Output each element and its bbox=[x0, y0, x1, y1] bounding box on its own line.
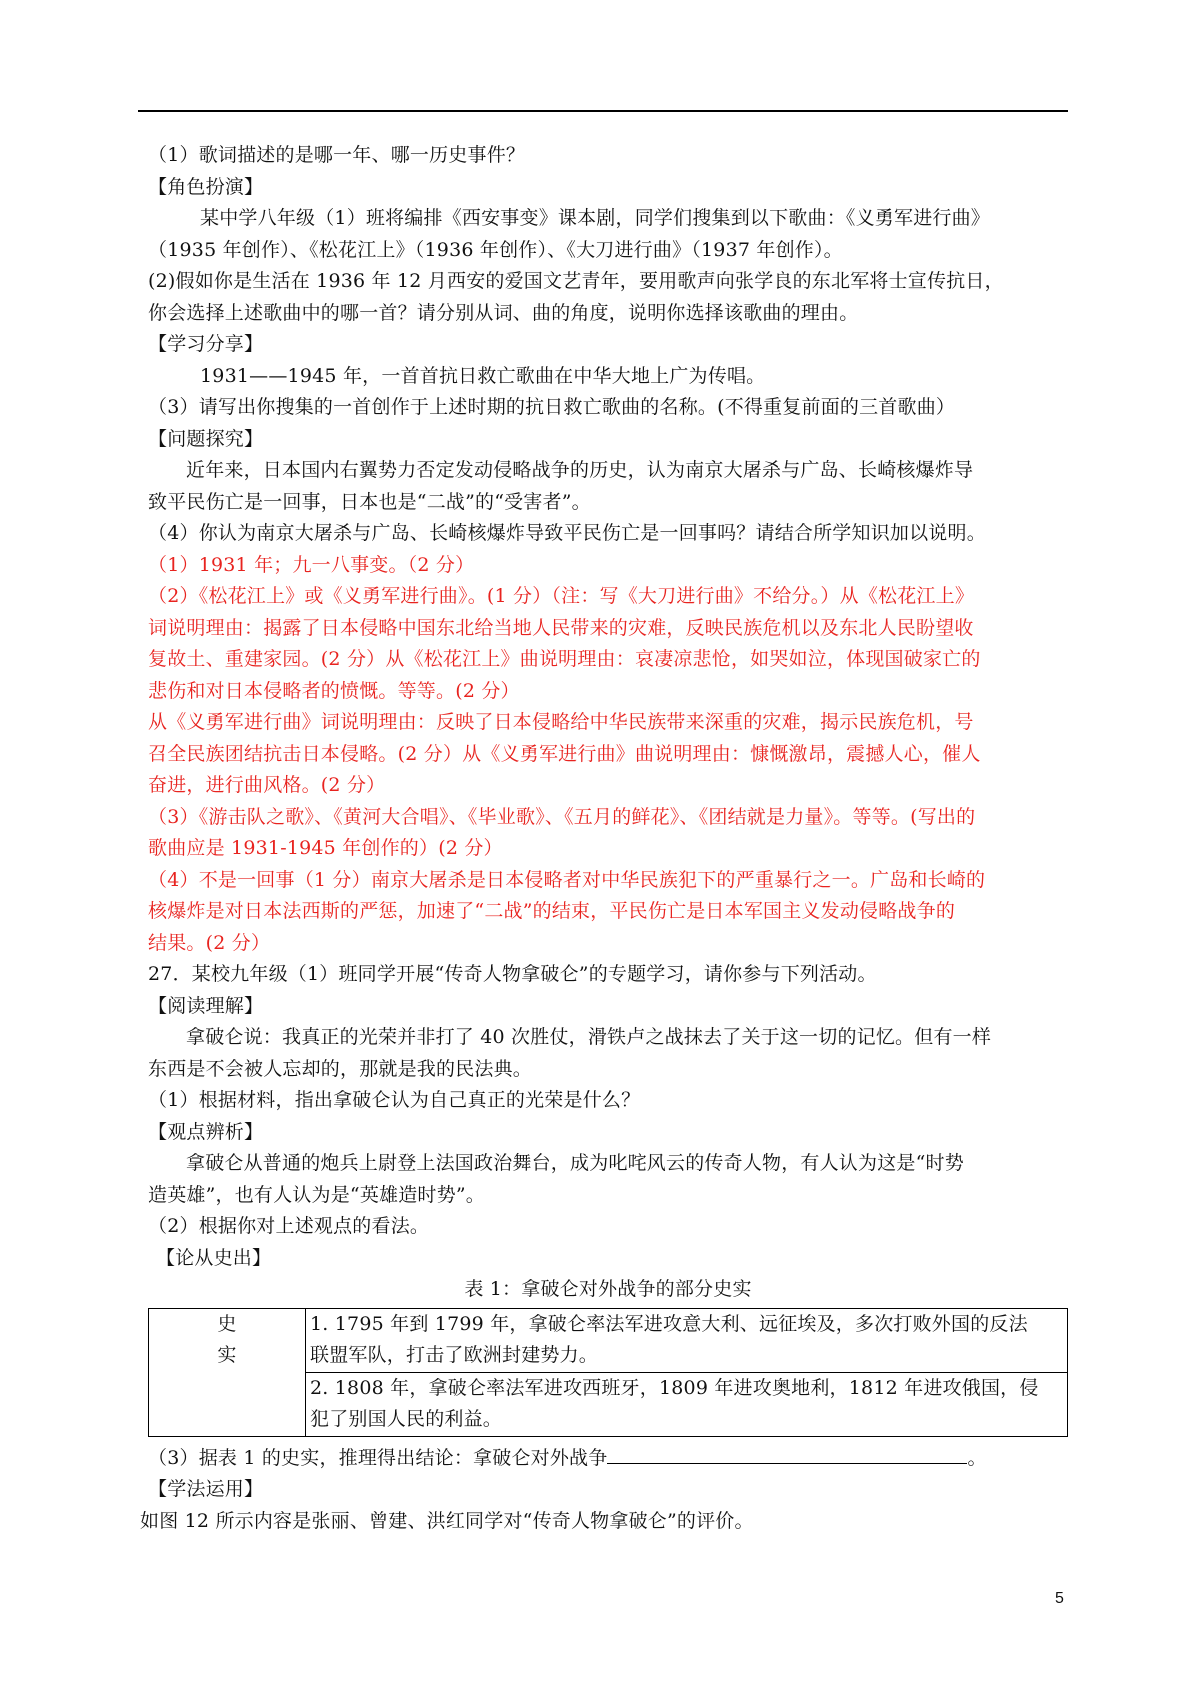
answer-line: 复故土、重建家园。(2 分）从《松花江上》曲说明理由：哀凄凉悲怆，如哭如泣，体现国破家亡的 bbox=[148, 648, 981, 670]
question-2-line: 你会选择上述歌曲中的哪一首？请分别从词、曲的角度，说明你选择该歌曲的理由。 bbox=[148, 301, 859, 324]
page-body bbox=[140, 140, 1068, 1537]
fact-line: 2. 1808 年，拿破仑率法军进攻西班牙，1809 年进攻奥地利，1812 年进攻俄国，侵 bbox=[310, 1376, 1039, 1399]
paragraph-line: 近年来，日本国内右翼势力否定发动侵略战争的历史，认为南京大屠杀与广岛、长崎核爆炸导 bbox=[186, 459, 974, 481]
paragraph-line: 拿破仑说：我真正的光荣并非打了 40 次胜仗，滑铁卢之战抹去了关于这一切的记忆。但有一样 bbox=[186, 1026, 992, 1048]
paragraph-line: 1931——1945 年，一首首抗日救亡歌曲在中华大地上广为传唱。 bbox=[200, 364, 766, 387]
question-27-2: （2）根据你对上述观点的看法。 bbox=[148, 1215, 430, 1237]
answer-line: 召全民族团结抗击日本侵略。(2 分）从《义勇军进行曲》曲说明理由：慷慨激昂，震撼人心，催人 bbox=[148, 742, 981, 765]
answer-line: （4）不是一回事（1 分）南京大屠杀是日本侵略者对中华民族犯下的严重暴行之一。广岛和长崎的 bbox=[148, 868, 986, 891]
section-heading-history: 【论从史出】 bbox=[156, 1246, 272, 1269]
paragraph-line: 造英雄”，也有人认为是“英雄造时势”。 bbox=[148, 1183, 485, 1206]
paragraph-line: 东西是不会被人忘却的，那就是我的民法典。 bbox=[148, 1057, 533, 1080]
fact-line: 犯了别国人民的利益。 bbox=[310, 1408, 503, 1430]
paragraph-line: 拿破仑从普通的炮兵上尉登上法国政治舞台，成为叱咤风云的传奇人物，有人认为这是“时势 bbox=[186, 1152, 964, 1174]
table-label: 实 bbox=[217, 1344, 237, 1366]
answer-line: 歌曲应是 1931-1945 年创作的）(2 分） bbox=[148, 837, 503, 859]
table-cell bbox=[306, 1308, 1068, 1372]
question-27-3 bbox=[148, 1441, 1068, 1475]
answer-line: （1）1931 年；九一八事变。（2 分） bbox=[148, 553, 475, 576]
answer-line: 悲伤和对日本侵略者的愤慨。等等。(2 分） bbox=[148, 679, 520, 702]
table-label: 史 bbox=[217, 1312, 237, 1335]
section-heading-inquiry: 【问题探究】 bbox=[148, 427, 264, 450]
section-heading-learning-share: 【学习分享】 bbox=[148, 333, 264, 355]
page-number: 5 bbox=[1055, 1590, 1064, 1607]
answer-line: （2）《松花江上》或《义勇军进行曲》。(1 分）（注：写《大刀进行曲》不给分。）从《松花江上》 bbox=[148, 585, 975, 607]
section-heading-method: 【学法运用】 bbox=[148, 1478, 264, 1500]
table-caption: 表 1：拿破仑对外战争的部分史实 bbox=[464, 1278, 752, 1300]
section-heading-viewpoint: 【观点辨析】 bbox=[148, 1120, 264, 1143]
question-3: （3）请写出你搜集的一首创作于上述时期的抗日救亡歌曲的名称。(不得重复前面的三首歌曲） bbox=[148, 396, 956, 418]
question-27-3-end: 。 bbox=[967, 1446, 987, 1469]
answer-line: 词说明理由：揭露了日本侵略中国东北给当地人民带来的灾难，反映民族危机以及东北人民盼望收 bbox=[148, 616, 974, 639]
answer-line: 从《义勇军进行曲》词说明理由：反映了日本侵略给中华民族带来深重的灾难，揭示民族危机，号 bbox=[148, 711, 974, 733]
question-27-3-text: （3）据表 1 的史实，推理得出结论：拿破仑对外战争 bbox=[148, 1446, 608, 1469]
answer-blank[interactable] bbox=[607, 1441, 967, 1464]
section-heading-reading: 【阅读理解】 bbox=[148, 994, 264, 1017]
answer-line: 核爆炸是对日本法西斯的严惩，加速了“二战”的结束，平民伤亡是日本军国主义发动侵略战争的 bbox=[148, 900, 956, 922]
answer-line: （3）《游击队之歌》、《黄河大合唱》、《毕业歌》、《五月的鲜花》、《团结就是力量》。等等。(写出的 bbox=[148, 805, 976, 828]
answer-line: 奋进，进行曲风格。(2 分） bbox=[148, 774, 386, 796]
answer-line: 结果。(2 分） bbox=[148, 931, 271, 954]
paragraph-line: 如图 12 所示内容是张丽、曾建、洪红同学对“传奇人物拿破仑”的评价。 bbox=[140, 1509, 754, 1532]
header-rule bbox=[138, 110, 1068, 112]
facts-table bbox=[148, 1308, 1068, 1437]
fact-line: 联盟军队，打击了欧洲封建势力。 bbox=[310, 1344, 599, 1366]
question-1: （1）歌词描述的是哪一年、哪一历史事件？ bbox=[148, 144, 526, 166]
question-4: （4）你认为南京大屠杀与广岛、长崎核爆炸导致平民伤亡是一回事吗？请结合所学知识加以说明。 bbox=[148, 522, 986, 544]
table-cell bbox=[306, 1372, 1068, 1436]
paragraph-line: （1935 年创作）、《松花江上》（1936 年创作）、《大刀进行曲》（1937 年创作）。 bbox=[148, 238, 843, 261]
fact-line: 1. 1795 年到 1799 年，拿破仑率法军进攻意大利、远征埃及，多次打败外国的反法 bbox=[310, 1312, 1028, 1335]
section-heading-role-play: 【角色扮演】 bbox=[148, 175, 264, 198]
table-row bbox=[149, 1308, 1068, 1372]
table-label-cell bbox=[149, 1308, 306, 1436]
question-2-line: (2)假如你是生活在 1936 年 12 月西安的爱国文艺青年，要用歌声向张学良的东北军将士宣传抗日， bbox=[148, 270, 1004, 292]
question-27-intro: 27．某校九年级（1）班同学开展“传奇人物拿破仑”的专题学习，请你参与下列活动。 bbox=[148, 963, 877, 985]
question-27-1: （1）根据材料，指出拿破仑认为自己真正的光荣是什么？ bbox=[148, 1089, 641, 1111]
paragraph-line: 致平民伤亡是一回事，日本也是“二战”的“受害者”。 bbox=[148, 490, 591, 513]
paragraph-line: 某中学八年级（1）班将编排《西安事变》课本剧，同学们搜集到以下歌曲：《义勇军进行曲》 bbox=[200, 207, 990, 229]
